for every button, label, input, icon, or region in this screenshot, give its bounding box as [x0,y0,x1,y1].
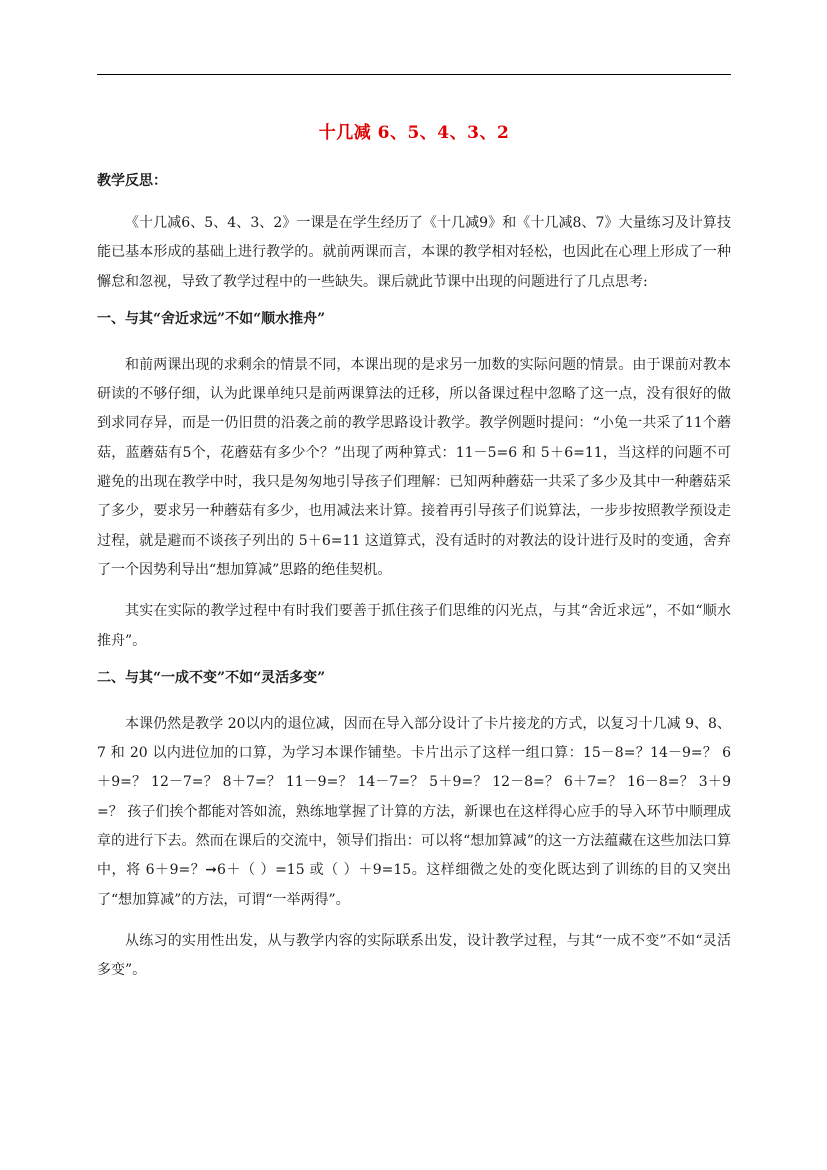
intro-paragraph: 《十几减6、5、4、3、2》一课是在学生经历了《十几减9》和《十几减8、7》大量练习及计算技能已基本形成的基础上进行教学的。就前两课而言，本课的教学相对轻松，也因此在心理上形成了一种懈怠和忽视，导致了教学过程中的一些缺失。课后就此节课中出现的问题进行了几点思考: [97,215,731,290]
section-1-paragraph-1: 和前两课出现的求剩余的情景不同，本课出现的是求另一加数的实际问题的情景。由于课前对教本研读的不够仔细，认为此课单纯只是前两课算法的迁移，所以备课过程中忽略了这一点，没有很好的做到求同存异，而是一仍旧贯的沿袭之前的教学思路设计教学。教学例题时提问：“小兔一共采了11个蘑菇，蓝蘑菇有5个，花蘑菇有多少个？”出现了两种算式：11－5=6 和 5＋6=11，当这样的问题不可避免的出现在教学中时，我只是匆匆地引导孩子们理解：已知两种蘑菇一共采了多少及其中一种蘑菇采了多少，要求另一种蘑菇有多少，也用减法来计算。接着再引导孩子们说算法，一步步按照教学预设走过程，就是避而不谈孩子列出的 5＋6=11 这道算式，没有适时的对教法的设计进行及时的变通，舍弃了一个因势利导出“想加算减”思路的绝佳契机。 [97,356,731,578]
section-2-heading: 二、与其“一成不变”不如“灵活多变” [97,669,326,686]
section-1-heading: 一、与其“舍近求远”不如“顺水推舟” [97,310,326,327]
document-body [97,120,731,998]
document-title: 十几减 6、5、4、3、2 [318,123,510,143]
header-rule [97,74,731,75]
section-1-paragraph-2: 其实在实际的教学过程中有时我们要善于抓住孩子们思维的闪光点，与其“舍近求远”，不如“顺水推舟”。 [97,603,731,649]
section-2-paragraph-2: 从练习的实用性出发，从与教学内容的实际联系出发，设计教学过程，与其“一成不变”不如“灵活多变”。 [97,932,731,979]
reflection-heading: 教学反思： [97,173,167,189]
section-2-paragraph-1: 本课仍然是教学 20以内的退位减，因而在导入部分设计了卡片接龙的方式，以复习十几减 9、8、7 和 20 以内进位加的口算，为学习本课作铺垫。卡片出示了这样一组口算：15－8=？14－9=？ 6＋9=？ 12－7=？ 8＋7=？ 11－9=？ 14－7=？ 5＋9=？ 12－8=？ 6＋7=？ 16－8=？ 3＋9=？ 孩子们挨个都能对答如流，熟练地掌握了计算的方法，新课也在这样得心应手的导入环节中顺理成章的进行下去。然而在课后的交流中，领导们指出：可以将“想加算减”的这一方法蕴藏在这些加法口算中，将 6＋9=？➞6＋（ ）=15 或（ ）＋9=15。这样细微之处的变化既达到了训练的目的又突出了“想加算减”的方法，可谓“一举两得”。 [97,715,731,908]
